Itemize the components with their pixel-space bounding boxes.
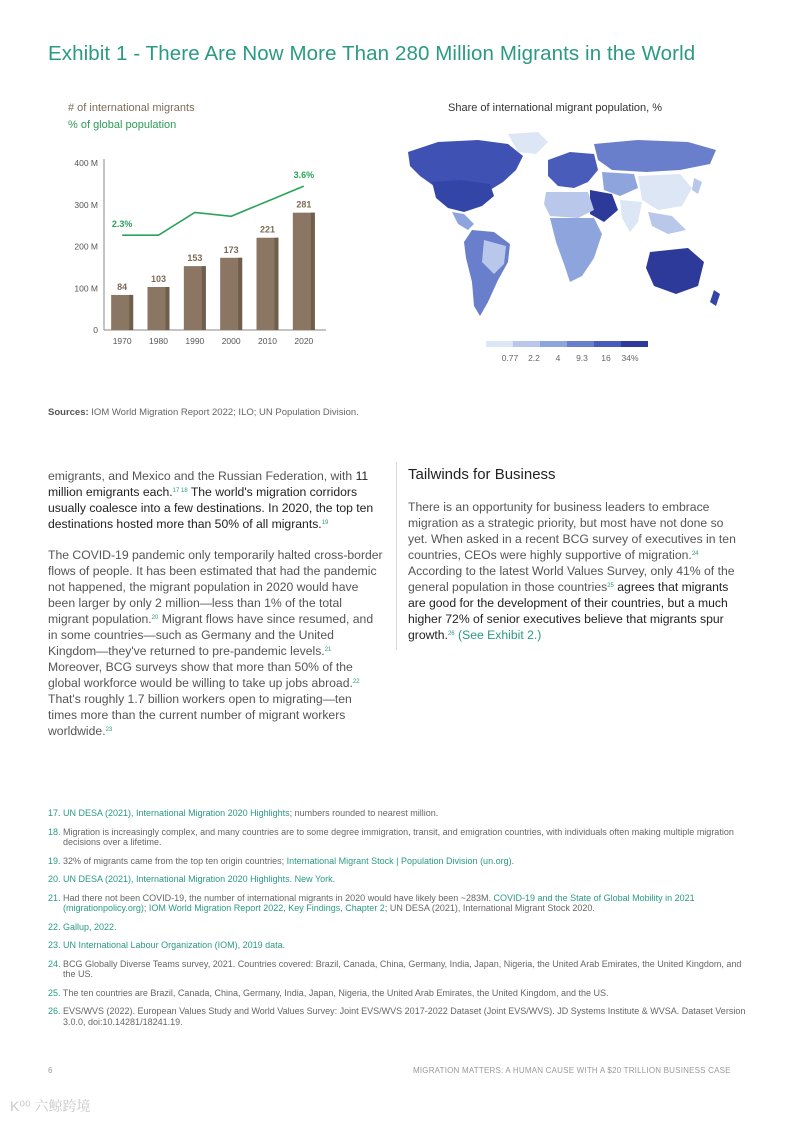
footnote-text: ; UN DESA (2021), International Migrant Stock 2020. <box>384 903 595 913</box>
legend-swatch <box>621 341 648 347</box>
bar-shade <box>311 213 315 330</box>
left-p2-b: Migrant flows have since resumed, and in some countries—such as Germany and the United Kingdom—they've returned to pre-pandemic levels. <box>48 612 374 658</box>
exhibit-title: Exhibit 1 - There Are Now More Than 280 Million Migrants in the World <box>48 42 696 65</box>
legend-swatch <box>567 341 594 347</box>
footnote <box>48 940 748 951</box>
footnote <box>48 1006 748 1027</box>
footnote <box>48 856 748 867</box>
y-tick-label: 100 M <box>74 283 98 294</box>
footnote-ref-17-18[interactable]: 17 18 <box>172 488 188 494</box>
footnote-number: 20. <box>48 874 64 884</box>
x-tick-label: 2010 <box>258 336 277 346</box>
legend-migrant-count: # of international migrants <box>68 102 195 114</box>
left-p2-a: The COVID-19 pandemic only temporarily halted cross-border flows of people. It has been estimated that had the pandemic not happened, the migrant population in 2020 would have been larger by only 2 million—less than 1% of the total migrant population. <box>48 548 383 626</box>
footnote-ref-22[interactable]: 22 <box>352 679 360 685</box>
legend-label: 16 <box>601 353 611 363</box>
map-color-legend <box>486 339 661 365</box>
bar-value-label: 173 <box>223 244 239 255</box>
footnote-number: 25. <box>48 987 63 998</box>
line-value-label: 2.3% <box>111 219 133 230</box>
footnote-number: 26. <box>48 1006 64 1016</box>
map-region-russia <box>594 140 716 172</box>
map-region-europe <box>548 152 598 188</box>
legend-population-share: % of global population <box>68 119 177 131</box>
footnote <box>48 988 748 999</box>
bar-shade <box>129 295 133 330</box>
footnote-number: 24. <box>48 958 64 969</box>
footnote-text: 32% of migrants came from the top ten origin countries; <box>63 855 287 866</box>
y-tick-label: 200 M <box>74 241 98 252</box>
bar-shade <box>166 287 170 330</box>
map-region-usa <box>432 180 494 212</box>
running-title: MIGRATION MATTERS: A HUMAN CAUSE WITH A $20 TRILLION BUSINESS CASE <box>413 1066 731 1075</box>
bar-shade <box>238 258 242 330</box>
footnote-text: Migration is increasingly complex, and many countries are to some degree immigration, transit, and emigration countries, with individuals often making multiple migration decisions over a lifetime. <box>63 826 734 847</box>
sources-note <box>48 407 359 418</box>
left-paragraph-2 <box>48 547 383 739</box>
right-column <box>408 499 746 658</box>
footnotes-list <box>48 808 748 1035</box>
left-p2-d: That's roughly 1.7 billion workers open to migrating—ten times more than the current number of migrant workers worldwide. <box>48 692 352 738</box>
column-divider <box>396 462 397 650</box>
left-column <box>48 468 383 754</box>
right-paragraph <box>408 499 746 643</box>
footnote-text: The ten countries are Brazil, Canada, China, Germany, India, Japan, Nigeria, the United Arab Emirates, the United Kingdom, and the US. <box>62 987 609 998</box>
footnote-ref-21[interactable]: 21 <box>324 647 332 653</box>
footnote-ref-24[interactable]: 24 <box>691 551 699 557</box>
footnote-number: 21. <box>48 892 64 903</box>
footnote-number: 17. <box>48 808 64 818</box>
footnote-link[interactable]: International Migrant Stock | Population Division (un.org) <box>286 855 512 866</box>
sources-text: IOM World Migration Report 2022; ILO; UN Population Division. <box>91 407 359 418</box>
footnote-ref-26[interactable]: 26 <box>447 631 455 637</box>
footnote-link[interactable]: UN International Labour Organization (IOM), 2019 data. <box>63 940 286 950</box>
footnote-text: . <box>511 855 515 866</box>
footnote-link[interactable]: COVID-19 and the State of Global Mobility in 2021 (migrationpolicy.org) <box>63 892 695 913</box>
legend-swatch <box>513 341 540 347</box>
x-tick-label: 1990 <box>185 336 205 346</box>
footnote-ref-19[interactable]: 19 <box>321 520 329 526</box>
bar-shade <box>275 238 279 330</box>
footnote-text: EVS/WVS (2022). European Values Study and World Values Survey: Joint EVS/WVS 2017-2022 Dataset (Joint EVS/WVS). JD Systems Institute & WVSA. Dataset Version 3.0.0, doi:10.14281/18241.19. <box>63 1006 746 1027</box>
footnote-ref-25[interactable]: 25 <box>607 583 614 589</box>
migrants-bar-chart <box>60 150 350 355</box>
footnote-number: 19. <box>48 855 64 866</box>
legend-label: 9.3 <box>576 353 588 363</box>
legend-label: 2.2 <box>528 353 540 363</box>
left-p2-c: Moreover, BCG surveys show that more than 50% of the global workforce would be willing to take up jobs abroad. <box>48 660 353 690</box>
footnote-number: 22. <box>48 921 64 932</box>
bar-value-label: 103 <box>150 273 167 284</box>
legend-swatch <box>594 341 621 347</box>
x-tick-label: 1980 <box>149 336 168 346</box>
footnote <box>48 874 748 885</box>
footnote <box>48 959 748 980</box>
map-region-north-africa <box>544 192 594 218</box>
map-region-new-zealand <box>710 290 720 306</box>
right-b: According to the latest World Values Survey, only 41% of the general population in those countries <box>408 564 735 594</box>
footnote-text: ; <box>143 903 149 913</box>
legend-label: 0.77 <box>501 353 519 363</box>
x-tick-label: 2020 <box>294 336 314 346</box>
footnote <box>48 827 748 848</box>
footnote-link[interactable]: IOM World Migration Report 2022, Key Findings, Chapter 2 <box>148 903 385 913</box>
map-region-india <box>620 200 642 232</box>
world-map <box>398 130 733 330</box>
map-region-central-asia <box>602 172 638 196</box>
footnote-text: BCG Globally Diverse Teams survey, 2021. Countries covered: Brazil, Canada, China, Germany, India, Japan, Nigeria, the United Arab Emirates, the United Kingdom, and the US. <box>63 958 742 979</box>
page-number: 6 <box>48 1066 53 1075</box>
footnote-link[interactable]: UN DESA (2021), International Migration 2020 Highlights. New York. <box>63 874 336 884</box>
legend-label: 34% <box>621 353 639 363</box>
legend-swatch <box>540 341 567 347</box>
footnote-number: 23. <box>48 940 64 950</box>
section-heading: Tailwinds for Business <box>408 466 556 483</box>
footnote-text: Had there not been COVID-19, the number of international migrants in 2020 would have likely been ~283M. <box>63 892 494 903</box>
line-value-label: 3.6% <box>293 170 315 181</box>
map-region-middle-east <box>590 190 618 222</box>
footnote-text: ; numbers rounded to nearest million. <box>289 808 439 818</box>
right-c: agrees that migrants are good for the development of their countries, but a much higher 72% of senior executives believe that migrants spur growth. <box>408 580 729 642</box>
left-p1-a: emigrants, and Mexico and the Russian Federation, with <box>48 469 353 483</box>
footnote-link[interactable]: UN DESA (2021), International Migration 2020 Highlights <box>63 808 290 818</box>
y-tick-label: 0 <box>93 325 98 335</box>
sources-label: Sources: <box>48 407 89 418</box>
footnote <box>48 893 748 914</box>
map-title: Share of international migrant population, % <box>448 102 663 114</box>
footnote-ref-20[interactable]: 20 <box>151 615 159 621</box>
footnote-ref-23[interactable]: 23 <box>105 727 113 733</box>
map-region-africa <box>550 218 602 282</box>
see-exhibit-2-link[interactable]: (See Exhibit 2.) <box>454 628 542 642</box>
map-region-central-america <box>452 212 474 230</box>
left-p1-b: 11 million emigrants each. <box>48 469 369 499</box>
footnote-number: 18. <box>48 826 64 837</box>
legend-label: 4 <box>555 353 561 363</box>
x-tick-label: 1970 <box>112 336 132 346</box>
bar-value-label: 281 <box>296 199 312 210</box>
map-region-china <box>638 174 692 210</box>
map-region-southeast-asia <box>648 212 686 234</box>
y-tick-label: 400 M <box>74 158 98 168</box>
footnote-link[interactable]: Gallup, 2022. <box>63 921 117 932</box>
bar-value-label: 153 <box>187 253 203 264</box>
bar-value-label: 84 <box>117 281 128 292</box>
footnote <box>48 808 748 819</box>
footnote <box>48 922 748 933</box>
watermark: K⁰⁰ 六鲸跨境 <box>10 1098 91 1114</box>
x-tick-label: 2000 <box>221 336 241 346</box>
bar-value-label: 221 <box>259 224 276 235</box>
map-region-australia <box>646 248 704 294</box>
right-a: There is an opportunity for business leaders to embrace migration as a strategic priority, but most have not done so yet. When asked in a recent BCG survey of executives in ten countries, CEOs were highly supportive of migration. <box>408 500 736 562</box>
left-paragraph-1 <box>48 468 383 532</box>
map-region-japan <box>692 178 702 194</box>
y-tick-label: 300 M <box>74 199 98 210</box>
legend-swatch <box>486 341 513 347</box>
left-p1-c: The world's migration corridors usually coalesce into a few destinations. In 2020, the top ten destinations hosted more than 50% of all migrants. <box>48 485 374 531</box>
population-share-line <box>122 186 304 235</box>
bar-shade <box>202 266 206 330</box>
